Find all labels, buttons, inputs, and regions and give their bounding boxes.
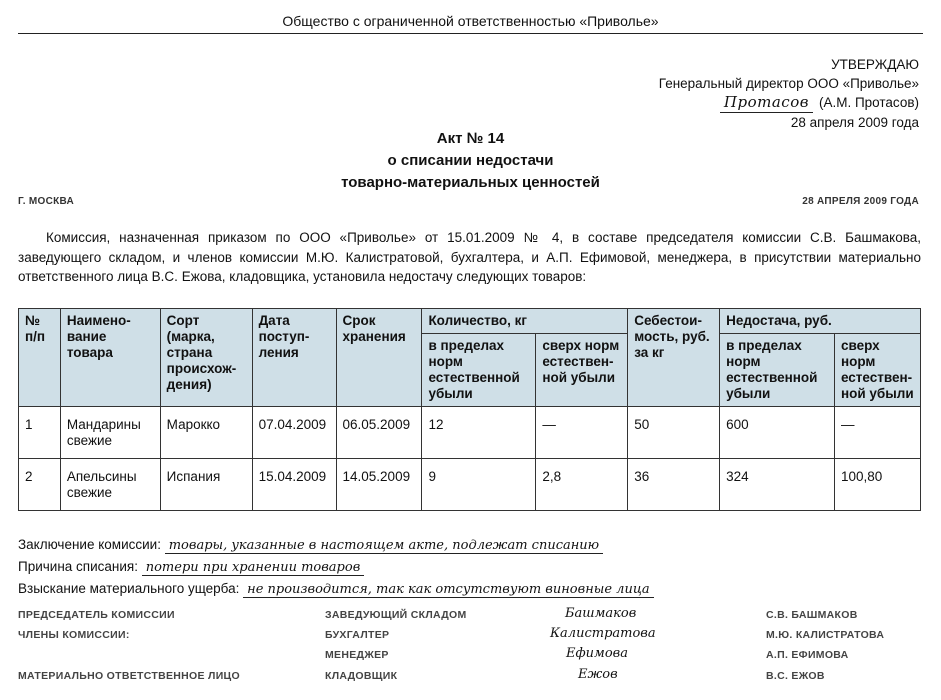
cell-qty-within: 9: [422, 459, 536, 511]
conclusion-line: [18, 537, 603, 553]
cell-short-within: 324: [720, 459, 835, 511]
conclusion-label: Заключение комиссии:: [18, 537, 161, 552]
sig-role: ПРЕДСЕДАТЕЛЬ КОМИССИИ: [18, 609, 175, 621]
sig-name: А.П. ЕФИМОВА: [766, 649, 849, 661]
reason-value: потери при хранении товаров: [142, 560, 365, 576]
document-title: [0, 128, 941, 194]
header-num: № п/п: [19, 309, 61, 407]
header-term: Срок хранения: [336, 309, 422, 407]
cell-date-in: 15.04.2009: [252, 459, 336, 511]
cell-qty-over: 2,8: [536, 459, 628, 511]
cell-qty-over: —: [536, 407, 628, 459]
header-divider: [18, 33, 923, 34]
document-date: 28 АПРЕЛЯ 2009 ГОДА: [802, 196, 919, 207]
cell-num: 1: [19, 407, 61, 459]
sig-position: МЕНЕДЖЕР: [325, 649, 389, 661]
director-signature: Протасов: [720, 93, 813, 113]
sig-position: ЗАВЕДУЮЩИЙ СКЛАДОМ: [325, 609, 467, 621]
recovery-label: Взыскание материального ущерба:: [18, 581, 240, 596]
sig-handwritten: Калистратова: [550, 626, 656, 641]
cell-sort: Марокко: [160, 407, 252, 459]
approval-date: 28 апреля 2009 года: [790, 115, 919, 130]
header-short-over: сверх норм естествен-ной убыли: [834, 334, 920, 407]
header-short-within: в пределах норм естественной убыли: [720, 334, 835, 407]
cell-sort: Испания: [160, 459, 252, 511]
cell-cost: 36: [628, 459, 720, 511]
cell-term: 14.05.2009: [336, 459, 422, 511]
reason-line: [18, 559, 364, 575]
cell-name: Мандарины свежие: [60, 407, 160, 459]
cell-date-in: 07.04.2009: [252, 407, 336, 459]
header-sort: Сорт (марка, страна происхож-дения): [160, 309, 252, 407]
sig-name: М.Ю. КАЛИСТРАТОВА: [766, 629, 885, 641]
approval-block: [659, 55, 919, 132]
shortage-table: [18, 308, 921, 511]
director-name: (А.М. Протасов): [818, 95, 919, 110]
approval-header: УТВЕРЖДАЮ: [831, 57, 919, 72]
organization-name: Общество с ограниченной ответственностью «Приволье»: [282, 13, 659, 29]
table-row: [19, 407, 921, 459]
cell-name: Апельсины свежие: [60, 459, 160, 511]
sig-role: МАТЕРИАЛЬНО ОТВЕТСТВЕННОЕ ЛИЦО: [18, 670, 240, 682]
cell-cost: 50: [628, 407, 720, 459]
sig-handwritten: Башмаков: [565, 606, 637, 621]
header-cost: Себестои-мость, руб. за кг: [628, 309, 720, 407]
header-date-in: Дата поступ-ления: [252, 309, 336, 407]
sig-handwritten: Ефимова: [566, 646, 628, 661]
table-row: [19, 459, 921, 511]
conclusion-value: товары, указанные в настоящем акте, подлежат списанию: [165, 538, 603, 554]
sig-name: В.С. ЕЖОВ: [766, 670, 825, 682]
recovery-line: [18, 581, 654, 597]
sig-name: С.В. БАШМАКОВ: [766, 609, 858, 621]
sig-position: КЛАДОВЩИК: [325, 670, 398, 682]
header-qty: Количество, кг: [422, 309, 628, 334]
cell-short-over: 100,80: [834, 459, 920, 511]
header-short: Недостача, руб.: [720, 309, 921, 334]
cell-short-over: —: [834, 407, 920, 459]
cell-short-within: 600: [720, 407, 835, 459]
header-qty-within: в пределах норм естественной убыли: [422, 334, 536, 407]
title-line-1: Акт № 14: [436, 130, 505, 147]
approval-signature-line: [659, 93, 919, 113]
approval-position: Генеральный директор ООО «Приволье»: [658, 76, 919, 91]
sig-position: БУХГАЛТЕР: [325, 629, 390, 641]
sig-role: ЧЛЕНЫ КОМИССИИ:: [18, 629, 130, 641]
cell-qty-within: 12: [422, 407, 536, 459]
cell-num: 2: [19, 459, 61, 511]
document-city: Г. МОСКВА: [18, 196, 75, 207]
header-name: Наимено-вание товара: [60, 309, 160, 407]
cell-term: 06.05.2009: [336, 407, 422, 459]
title-line-2: о списании недостачи: [387, 152, 554, 169]
header-qty-over: сверх норм естествен-ной убыли: [536, 334, 628, 407]
recovery-value: не производится, так как отсутствуют виновные лица: [243, 582, 654, 598]
title-line-3: товарно-материальных ценностей: [341, 174, 600, 191]
reason-label: Причина списания:: [18, 559, 138, 574]
sig-handwritten: Ежов: [578, 667, 618, 682]
intro-paragraph: Комиссия, назначенная приказом по ООО «Приволье» от 15.01.2009 № 4, в составе председателя комиссии С.В. Башмакова, заведующего складом, и членов комиссии М.Ю. Калистратовой, бухгалтера, и А.П. Ефимовой, менеджера, в присутствии материально ответственного лица В.С. Ежова, кладовщика, установила недостачу следующих товаров:: [18, 230, 921, 284]
